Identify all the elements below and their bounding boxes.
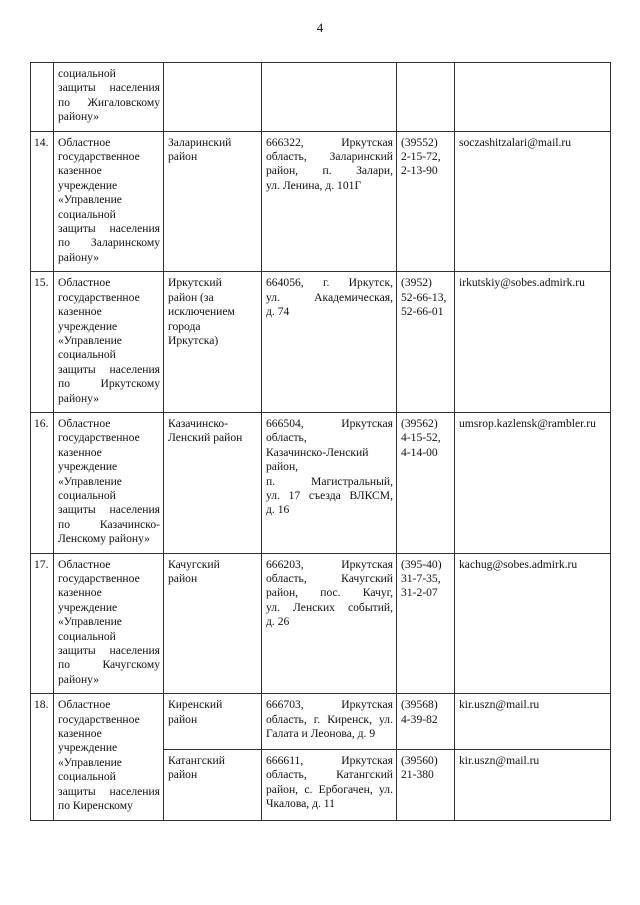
organization-name-line: защиты населения: [58, 503, 160, 517]
organization-name-line: учреждение: [58, 741, 118, 755]
row-number: 17.: [31, 553, 54, 694]
address: [262, 694, 397, 750]
organization-name-line: по Иркутскому: [58, 377, 160, 391]
email-address: kir.uszn@mail.ru: [455, 694, 611, 750]
address-line: область, Катангский: [266, 768, 393, 782]
organization-name-line: защиты населения: [58, 81, 160, 95]
phone-numbers: [397, 131, 455, 272]
organization-name-line: «Управление: [58, 193, 122, 207]
organization-name-line: социальной: [58, 207, 116, 221]
organization-name-line: по Казачинско-: [58, 517, 160, 531]
phone-numbers-line: 52-66-01: [401, 305, 444, 319]
organization-name: [54, 63, 164, 132]
address-line: 666703, Иркутская: [266, 698, 393, 712]
phone-numbers-line: (395-40): [401, 557, 442, 571]
phone-numbers-line: 4-14-00: [401, 445, 438, 459]
table-row: [31, 131, 611, 272]
district-name-line: Иркутский: [168, 276, 222, 290]
page-number: 4: [316, 20, 324, 35]
organization-name-line: по Заларинскому: [58, 236, 160, 250]
organization-name-line: Областное: [58, 698, 111, 712]
row-number: [31, 63, 54, 132]
organization-name-line: Областное: [58, 276, 111, 290]
phone-numbers-line: 2-15-72,: [401, 150, 441, 164]
district-name-line: Ленский район: [168, 431, 243, 445]
organization-name-line: защиты населения: [58, 644, 160, 658]
organization-name-line: социальной: [58, 770, 116, 784]
institutions-table: [30, 62, 611, 821]
phone-numbers-line: (39568): [401, 698, 438, 712]
organization-name-line: Областное: [58, 557, 111, 571]
phone-numbers-line: 31-7-35,: [401, 572, 441, 585]
address-line: 666504, Иркутская: [266, 416, 393, 430]
organization-name-line: государственное: [58, 572, 140, 585]
organization-name-line: социальной: [58, 629, 116, 643]
address-line: 666322, Иркутская: [266, 135, 393, 149]
organization-name-line: «Управление: [58, 755, 122, 769]
organization-name: [54, 412, 164, 553]
address-line: Галата и Леонова, д. 9: [266, 727, 376, 741]
organization-name: [54, 272, 164, 413]
organization-name: [54, 553, 164, 694]
phone-numbers-line: (39562): [401, 416, 438, 430]
organization-name-line: учреждение: [58, 319, 118, 333]
organization-name-line: Ленскому району»: [58, 532, 150, 546]
address-line: район, п. Залари,: [266, 164, 393, 178]
address: [262, 412, 397, 553]
address-line: область,: [266, 431, 307, 445]
organization-name-line: социальной: [58, 67, 116, 80]
phone-numbers-line: 2-13-90: [401, 164, 438, 178]
district-name-line: Иркутска): [168, 333, 219, 347]
address-line: район,: [266, 460, 299, 474]
phone-numbers-line: 52-66-13,: [401, 290, 447, 304]
district-name-line: район: [168, 712, 198, 726]
row-number: 14.: [31, 131, 54, 272]
address-line: район, пос. Качуг,: [266, 586, 393, 600]
address: [262, 553, 397, 694]
row-number: 18.: [31, 694, 54, 820]
phone-numbers: [397, 694, 455, 750]
district-name-line: район: [168, 572, 198, 585]
address: [262, 749, 397, 820]
address-line: 664056, г. Иркутск,: [266, 276, 393, 290]
organization-name-line: государственное: [58, 431, 140, 445]
organization-name-line: Областное: [58, 416, 111, 430]
email-address: umsrop.kazlensk@rambler.ru: [455, 412, 611, 553]
address-line: ул. Академическая,: [266, 290, 393, 304]
district-name-line: города: [168, 319, 201, 333]
table-row: [31, 412, 611, 553]
organization-name-line: защиты населения: [58, 222, 160, 236]
organization-name-line: району»: [58, 672, 100, 686]
organization-name-line: казенное: [58, 445, 102, 459]
district-name: [164, 694, 262, 750]
phone-numbers-line: 4-39-82: [401, 712, 438, 726]
organization-name-line: казенное: [58, 727, 102, 741]
phone-numbers: [397, 412, 455, 553]
district-name-line: район (за: [168, 290, 214, 304]
email-address: soczashitzalari@mail.ru: [455, 131, 611, 272]
organization-name-line: «Управление: [58, 615, 122, 629]
district-name-line: исключением: [168, 305, 235, 319]
address-line: д. 16: [266, 503, 290, 517]
address-line: район, с. Ербогачен, ул.: [266, 782, 393, 796]
district-name: [164, 749, 262, 820]
table-row: [31, 272, 611, 413]
organization-name-line: защиты населения: [58, 784, 160, 798]
phone-numbers-line: (3952): [401, 276, 432, 290]
organization-name-line: казенное: [58, 586, 102, 600]
email-address: [455, 63, 611, 132]
district-name-line: Заларинский: [168, 135, 232, 149]
district-name-line: район: [168, 150, 198, 164]
email-address: irkutskiy@sobes.admirk.ru: [455, 272, 611, 413]
phone-numbers-line: 4-15-52,: [401, 431, 441, 445]
address-line: ул. Ленских событий,: [266, 600, 393, 614]
organization-name-line: району»: [58, 250, 100, 264]
address-line: область, Качугский: [266, 572, 393, 585]
address-line: область, Заларинский: [266, 150, 393, 164]
organization-name-line: «Управление: [58, 474, 122, 488]
row-number: 15.: [31, 272, 54, 413]
district-name: [164, 412, 262, 553]
district-name-line: Качугский: [168, 557, 220, 571]
address: [262, 131, 397, 272]
phone-numbers: [397, 553, 455, 694]
address-line: Казачинско-Ленский: [266, 445, 369, 459]
district-name: [164, 272, 262, 413]
table-body: [31, 63, 611, 821]
address-line: область, г. Киренск, ул.: [266, 712, 393, 726]
organization-name-line: учреждение: [58, 460, 118, 474]
organization-name-line: государственное: [58, 290, 140, 304]
organization-name-line: Областное: [58, 135, 111, 149]
address-line: Чкалова, д. 11: [266, 797, 335, 811]
table-row: [31, 63, 611, 132]
organization-name-line: государственное: [58, 150, 140, 164]
organization-name-line: социальной: [58, 348, 116, 362]
organization-name-line: по Жигаловскому: [58, 95, 160, 109]
address-line: 666203, Иркутская: [266, 557, 393, 571]
email-address: kachug@sobes.admirk.ru: [455, 553, 611, 694]
organization-name-line: социальной: [58, 488, 116, 502]
organization-name-line: учреждение: [58, 600, 118, 614]
email-address: kir.uszn@mail.ru: [455, 749, 611, 820]
phone-numbers-line: (39552): [401, 135, 438, 149]
district-name-line: Киренский: [168, 698, 223, 712]
phone-numbers: [397, 749, 455, 820]
phone-numbers: [397, 63, 455, 132]
organization-name-line: казенное: [58, 305, 102, 319]
organization-name: [54, 694, 164, 820]
phone-numbers: [397, 272, 455, 413]
district-name-line: Казачинско-: [168, 416, 229, 430]
organization-name-line: району»: [58, 391, 100, 405]
organization-name-line: району»: [58, 110, 100, 124]
district-name-line: район: [168, 768, 198, 782]
address: [262, 63, 397, 132]
table-row: [31, 553, 611, 694]
organization-name-line: по Киренскому: [58, 799, 133, 813]
phone-numbers-line: 21-380: [401, 768, 434, 782]
organization-name-line: защиты населения: [58, 362, 160, 376]
phone-numbers-line: (39560): [401, 753, 438, 767]
district-name: [164, 131, 262, 272]
address-line: 666611, Иркутская: [266, 753, 393, 767]
organization-name-line: по Качугскому: [58, 658, 160, 672]
organization-name-line: «Управление: [58, 333, 122, 347]
organization-name-line: государственное: [58, 712, 140, 726]
district-name-line: Катангский: [168, 753, 225, 767]
table-row: [31, 694, 611, 750]
phone-numbers-line: 31-2-07: [401, 586, 438, 600]
district-name: [164, 63, 262, 132]
address-line: ул. Ленина, д. 101Г: [266, 178, 362, 192]
district-name: [164, 553, 262, 694]
address: [262, 272, 397, 413]
organization-name: [54, 131, 164, 272]
address-line: п. Магистральный,: [266, 474, 393, 488]
organization-name-line: казенное: [58, 164, 102, 178]
address-line: ул. 17 съезда ВЛКСМ,: [266, 488, 393, 502]
organization-name-line: учреждение: [58, 178, 118, 192]
address-line: д. 74: [266, 305, 290, 319]
address-line: д. 26: [266, 615, 290, 629]
row-number: 16.: [31, 412, 54, 553]
